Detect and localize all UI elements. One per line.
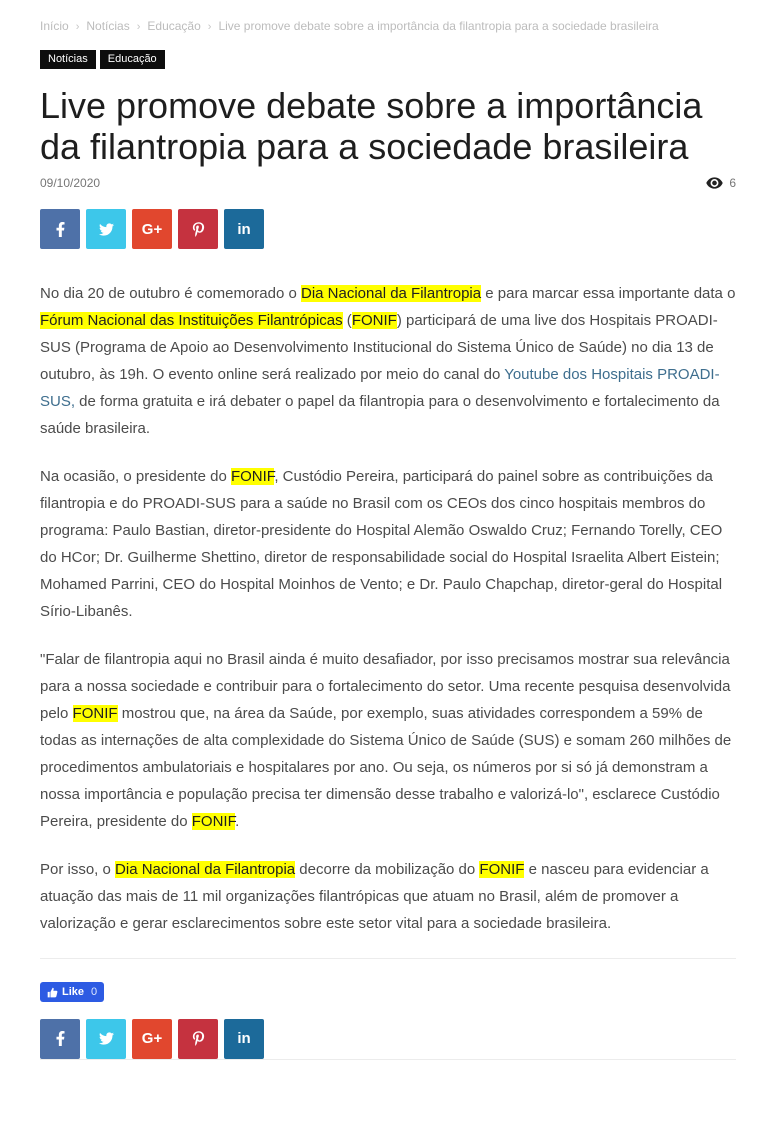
twitter-share-button[interactable]: [86, 1019, 126, 1059]
highlighted-text: Fórum Nacional das Instituições Filantrópicas: [40, 312, 343, 329]
paragraph: [40, 463, 736, 625]
breadcrumb: [40, 19, 736, 35]
publish-date: 09/10/2020: [40, 176, 101, 190]
category-tags: [40, 49, 736, 69]
like-row: [40, 982, 736, 1003]
divider: [40, 958, 736, 959]
body-text: decorre da mobilização do: [295, 861, 480, 878]
facebook-share-button[interactable]: [40, 209, 80, 249]
linkedin-share-button[interactable]: [224, 209, 264, 249]
breadcrumb-item[interactable]: Educação: [147, 19, 201, 33]
twitter-icon: [99, 1031, 114, 1046]
pinterest-icon: [191, 222, 206, 237]
body-text: Por isso, o: [40, 861, 116, 878]
breadcrumb-separator: ›: [136, 21, 141, 33]
pinterest-icon: [191, 1031, 206, 1046]
view-count-number: 6: [729, 176, 736, 190]
paragraph: [40, 280, 736, 442]
facebook-like-button[interactable]: [40, 982, 104, 1002]
body-text: (: [342, 312, 352, 329]
page-title: Live promove debate sobre a importância da filantropia para a sociedade brasileira: [40, 85, 703, 167]
eye-icon: [706, 177, 723, 189]
paragraph: [40, 646, 736, 835]
linkedin-icon: in: [237, 1030, 251, 1047]
highlighted-text: FONIF: [72, 705, 118, 722]
thumbs-up-icon: [47, 987, 58, 998]
body-text: mostrou que, na área da Saúde, por exemplo, suas atividades correspondem a 59% de todas as internações de alta complexidade do Sistema Único de Saúde (SUS) e somam 260 milhões de procedimentos ambulatoriais e hospitalares por ano. Ou seja, os números por si só já demonstram a nossa importância e população precisa ter dimensão desse trabalho e valorizá-lo", esclarece Custódio Pereira, presidente do: [40, 705, 732, 830]
facebook-icon: [53, 1031, 68, 1046]
googleplus-icon: G+: [141, 1030, 163, 1047]
twitter-share-button[interactable]: [86, 209, 126, 249]
paragraph: [40, 856, 736, 937]
body-text: e nasceu para evidenciar a atuação das mais de 11 mil organizações filantrópicas que atuam no Brasil, além de promover a valorização e gerar esclarecimentos sobre este setor vital para a sociedade brasileira.: [40, 861, 709, 932]
divider: [40, 1059, 736, 1060]
highlighted-text: FONIF: [479, 861, 525, 878]
googleplus-share-button[interactable]: [132, 209, 172, 249]
like-label: Like: [62, 986, 85, 998]
inline-link[interactable]: Youtube dos Hospitais PROADI-SUS,: [40, 366, 720, 410]
highlighted-text: FONIF: [230, 468, 275, 485]
like-count: 0: [91, 986, 98, 998]
body-text: "Falar de filantropia aqui no Brasil ainda é muito desafiador, por isso precisamos mostrar sua relevância para a nossa sociedade e contribuir para o fortalecimento do setor. Uma recente pesquisa desenvolvida pelo: [40, 651, 731, 722]
pinterest-share-button[interactable]: [178, 209, 218, 249]
body-text: , Custódio Pereira, participará do painel sobre as contribuições da filantropia e do PROADI-SUS para a saúde no Brasil com os CEOs dos cinco hospitais membros do programa: Paulo Bastian, diretor-presidente do Hospital Alemão Oswaldo Cruz; Fernando Torelly, CEO do HCor; Dr. Guilherme Shettino, diretor de responsabilidade social do Hospital Israelita Albert Eistein; Mohamed Parrini, CEO do Hospital Moinhos de Vento; e Dr. Paulo Chapchap, diretor-geral do Hospital Sírio-Libanês.: [40, 468, 723, 620]
body-text: ) participará de uma live dos Hospitais PROADI-SUS (Programa de Apoio ao Desenvolvimento Institucional do Sistema Único de Saúde) no dia 13 de outubro, às 19h. O evento online será realizado por meio do canal do: [40, 312, 718, 383]
category-tag[interactable]: Educação: [100, 50, 165, 69]
linkedin-icon: in: [237, 220, 251, 238]
body-text: No dia 20 de outubro é comemorado o: [40, 285, 301, 302]
share-buttons-top: [40, 209, 736, 249]
body-text: e para marcar essa importante data o: [481, 285, 736, 302]
breadcrumb-item: Live promove debate sobre a importância da filantropia para a sociedade brasileira: [218, 19, 659, 33]
googleplus-share-button[interactable]: [132, 1019, 172, 1059]
body-text: Na ocasião, o presidente do: [40, 468, 231, 485]
breadcrumb-item[interactable]: Início: [40, 19, 69, 33]
body-text: .: [235, 813, 240, 830]
article-body: [40, 280, 736, 937]
article-meta: [40, 176, 736, 190]
pinterest-share-button[interactable]: [178, 1019, 218, 1059]
highlighted-text: FONIF: [191, 813, 236, 830]
breadcrumb-item[interactable]: Notícias: [86, 19, 130, 33]
twitter-icon: [99, 222, 114, 237]
view-count: [706, 176, 736, 190]
highlighted-text: Dia Nacional da Filantropia: [301, 285, 482, 302]
facebook-share-button[interactable]: [40, 1019, 80, 1059]
googleplus-icon: G+: [141, 220, 163, 238]
body-text: de forma gratuita e irá debater o papel da filantropia para o desenvolvimento e fortalecimento da saúde brasileira.: [40, 393, 720, 437]
highlighted-text: Dia Nacional da Filantropia: [115, 861, 296, 878]
breadcrumb-separator: ›: [75, 21, 80, 33]
share-buttons-bottom: [40, 1019, 736, 1059]
breadcrumb-separator: ›: [207, 21, 212, 33]
linkedin-share-button[interactable]: [224, 1019, 264, 1059]
category-tag[interactable]: Notícias: [40, 50, 96, 69]
facebook-icon: [53, 222, 68, 237]
highlighted-text: FONIF: [351, 312, 397, 329]
